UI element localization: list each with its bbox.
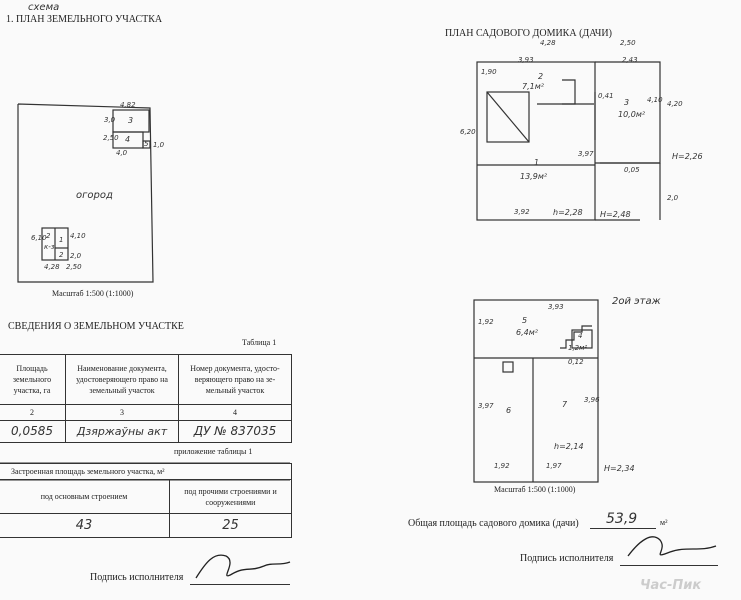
garden-label: огород (76, 190, 113, 201)
col-num: 3 (66, 405, 179, 421)
land-house-num: 1 (59, 236, 64, 244)
land-dim: 1,0 (153, 141, 165, 149)
doc-name-value: Дзяржаўны акт (66, 421, 179, 443)
floor2-scale: Масштаб 1:500 (1:1000) (494, 485, 576, 494)
land-dim: 3,0 (104, 116, 116, 124)
ceiling-height: Н=2,48 (600, 210, 631, 219)
land-dim: 6,10 (31, 234, 47, 242)
house-dim: 4,28 (540, 39, 556, 47)
land-dim: 2,50 (66, 263, 82, 271)
house-dim: 3,92 (514, 208, 530, 216)
land-building-num: 3 (128, 116, 134, 125)
watermark-logo: Час-Пик (640, 578, 702, 593)
signature-line-left (190, 584, 290, 585)
floor2-dim: 1,92 (494, 462, 510, 470)
appendix-label: приложение таблицы 1 (174, 447, 253, 456)
total-area-label: Общая площадь садового домика (дачи) (408, 518, 579, 529)
skhema-handwritten: схема (28, 2, 60, 13)
signature-left-scrawl (196, 555, 290, 578)
room-area: 7,1м² (522, 82, 544, 91)
total-underline (590, 528, 656, 529)
room-area: 6,4м² (516, 328, 538, 337)
signature-label-left: Подпись исполнителя (90, 572, 184, 583)
room-number: 6 (506, 406, 512, 415)
built-col-main: под основным строением (0, 480, 170, 514)
land-dim: 2,50 (103, 134, 119, 142)
room-number: 7 (562, 400, 568, 409)
house-dim: 0,41 (598, 92, 614, 100)
room-area: 13,9м² (520, 172, 548, 181)
ceiling-height: Н=2,26 (672, 152, 703, 161)
land-plan-scale: Масштаб 1:500 (1:1000) (52, 289, 134, 298)
col-num: 2 (0, 405, 66, 421)
land-dim: 2,0 (70, 252, 82, 260)
floor2-dim: 3,96 (584, 396, 600, 404)
house-dim: 3,97 (578, 150, 594, 158)
col-header-doc-number: Номер документа, удосто-веряющего право на зе-мельный участок (179, 355, 292, 405)
land-dim: 4,0 (116, 149, 128, 157)
land-house-num: 2 (46, 232, 51, 240)
room-number: 3 (624, 98, 630, 107)
house-dim: 1,90 (481, 68, 497, 76)
house-dim: 2,0 (667, 194, 679, 202)
floor2-dim: 3,97 (478, 402, 494, 410)
ceiling-height: h=2,14 (554, 442, 584, 451)
signature-label-right: Подпись исполнителя (520, 553, 614, 564)
room-area: 1,2м² (568, 344, 588, 352)
room-number: 2 (538, 72, 544, 81)
built-value-other: 25 (170, 514, 292, 538)
floor2-dim: 0,12 (568, 358, 584, 366)
floor2-dim: 1,92 (478, 318, 494, 326)
land-house-num: к-з (44, 243, 55, 251)
house-dim: 6,20 (460, 128, 476, 136)
col-num: 4 (179, 405, 292, 421)
room-number: 1 (534, 158, 540, 167)
house-dim: 2,43 (622, 56, 638, 64)
house-dim: 3,93 (518, 56, 534, 64)
floor2-dim: 3,93 (548, 303, 564, 311)
area-value: 0,0585 (0, 421, 66, 443)
total-area-value: 53,9 (606, 511, 638, 527)
room-number: 4 (578, 332, 583, 340)
col-header-doc-name: Наименование документа, удостоверяющего право на земельный участок (66, 355, 179, 405)
house-plan-title: ПЛАН САДОВОГО ДОМИКА (ДАЧИ) (445, 28, 612, 39)
room-number: 5 (522, 316, 528, 325)
floor2-dim: 1,97 (546, 462, 562, 470)
section-title: СВЕДЕНИЯ О ЗЕМЕЛЬНОМ УЧАСТКЕ (8, 321, 184, 332)
land-plan-title: 1. ПЛАН ЗЕМЕЛЬНОГО УЧАСТКА (6, 14, 163, 25)
signature-right-scrawl (628, 537, 716, 556)
built-value-main: 43 (0, 514, 170, 538)
doc-number-value: ДУ № 837035 (179, 421, 292, 443)
land-house-num: 2 (59, 251, 64, 259)
house-dim: 2,50 (620, 39, 636, 47)
ceiling-height: h=2,28 (553, 208, 583, 217)
built-area-header: Застроенная площадь земельного участка, м² (0, 464, 292, 480)
house-dim: 4,10 (647, 96, 663, 104)
land-building-num: 4 (125, 135, 131, 144)
signature-line-right (620, 565, 718, 566)
total-area-unit: м² (660, 518, 668, 527)
land-building-num: 5 (144, 140, 149, 148)
land-dim: 4,82 (120, 101, 136, 109)
house-dim: 0,05 (624, 166, 640, 174)
table-label: Таблица 1 (242, 338, 277, 347)
built-area-table (0, 463, 292, 538)
land-info-table (0, 354, 292, 443)
ceiling-height: Н=2,34 (604, 464, 635, 473)
second-floor-label: 2ой этаж (612, 296, 661, 307)
col-header-area: Площадь земельного участка, га (0, 355, 66, 405)
land-dim: 4,10 (70, 232, 86, 240)
room-area: 10,0м² (618, 110, 646, 119)
house-dim: 4,20 (667, 100, 683, 108)
built-col-other: под прочими строениями и сооружениями (170, 480, 292, 514)
land-dim: 4,28 (44, 263, 60, 271)
